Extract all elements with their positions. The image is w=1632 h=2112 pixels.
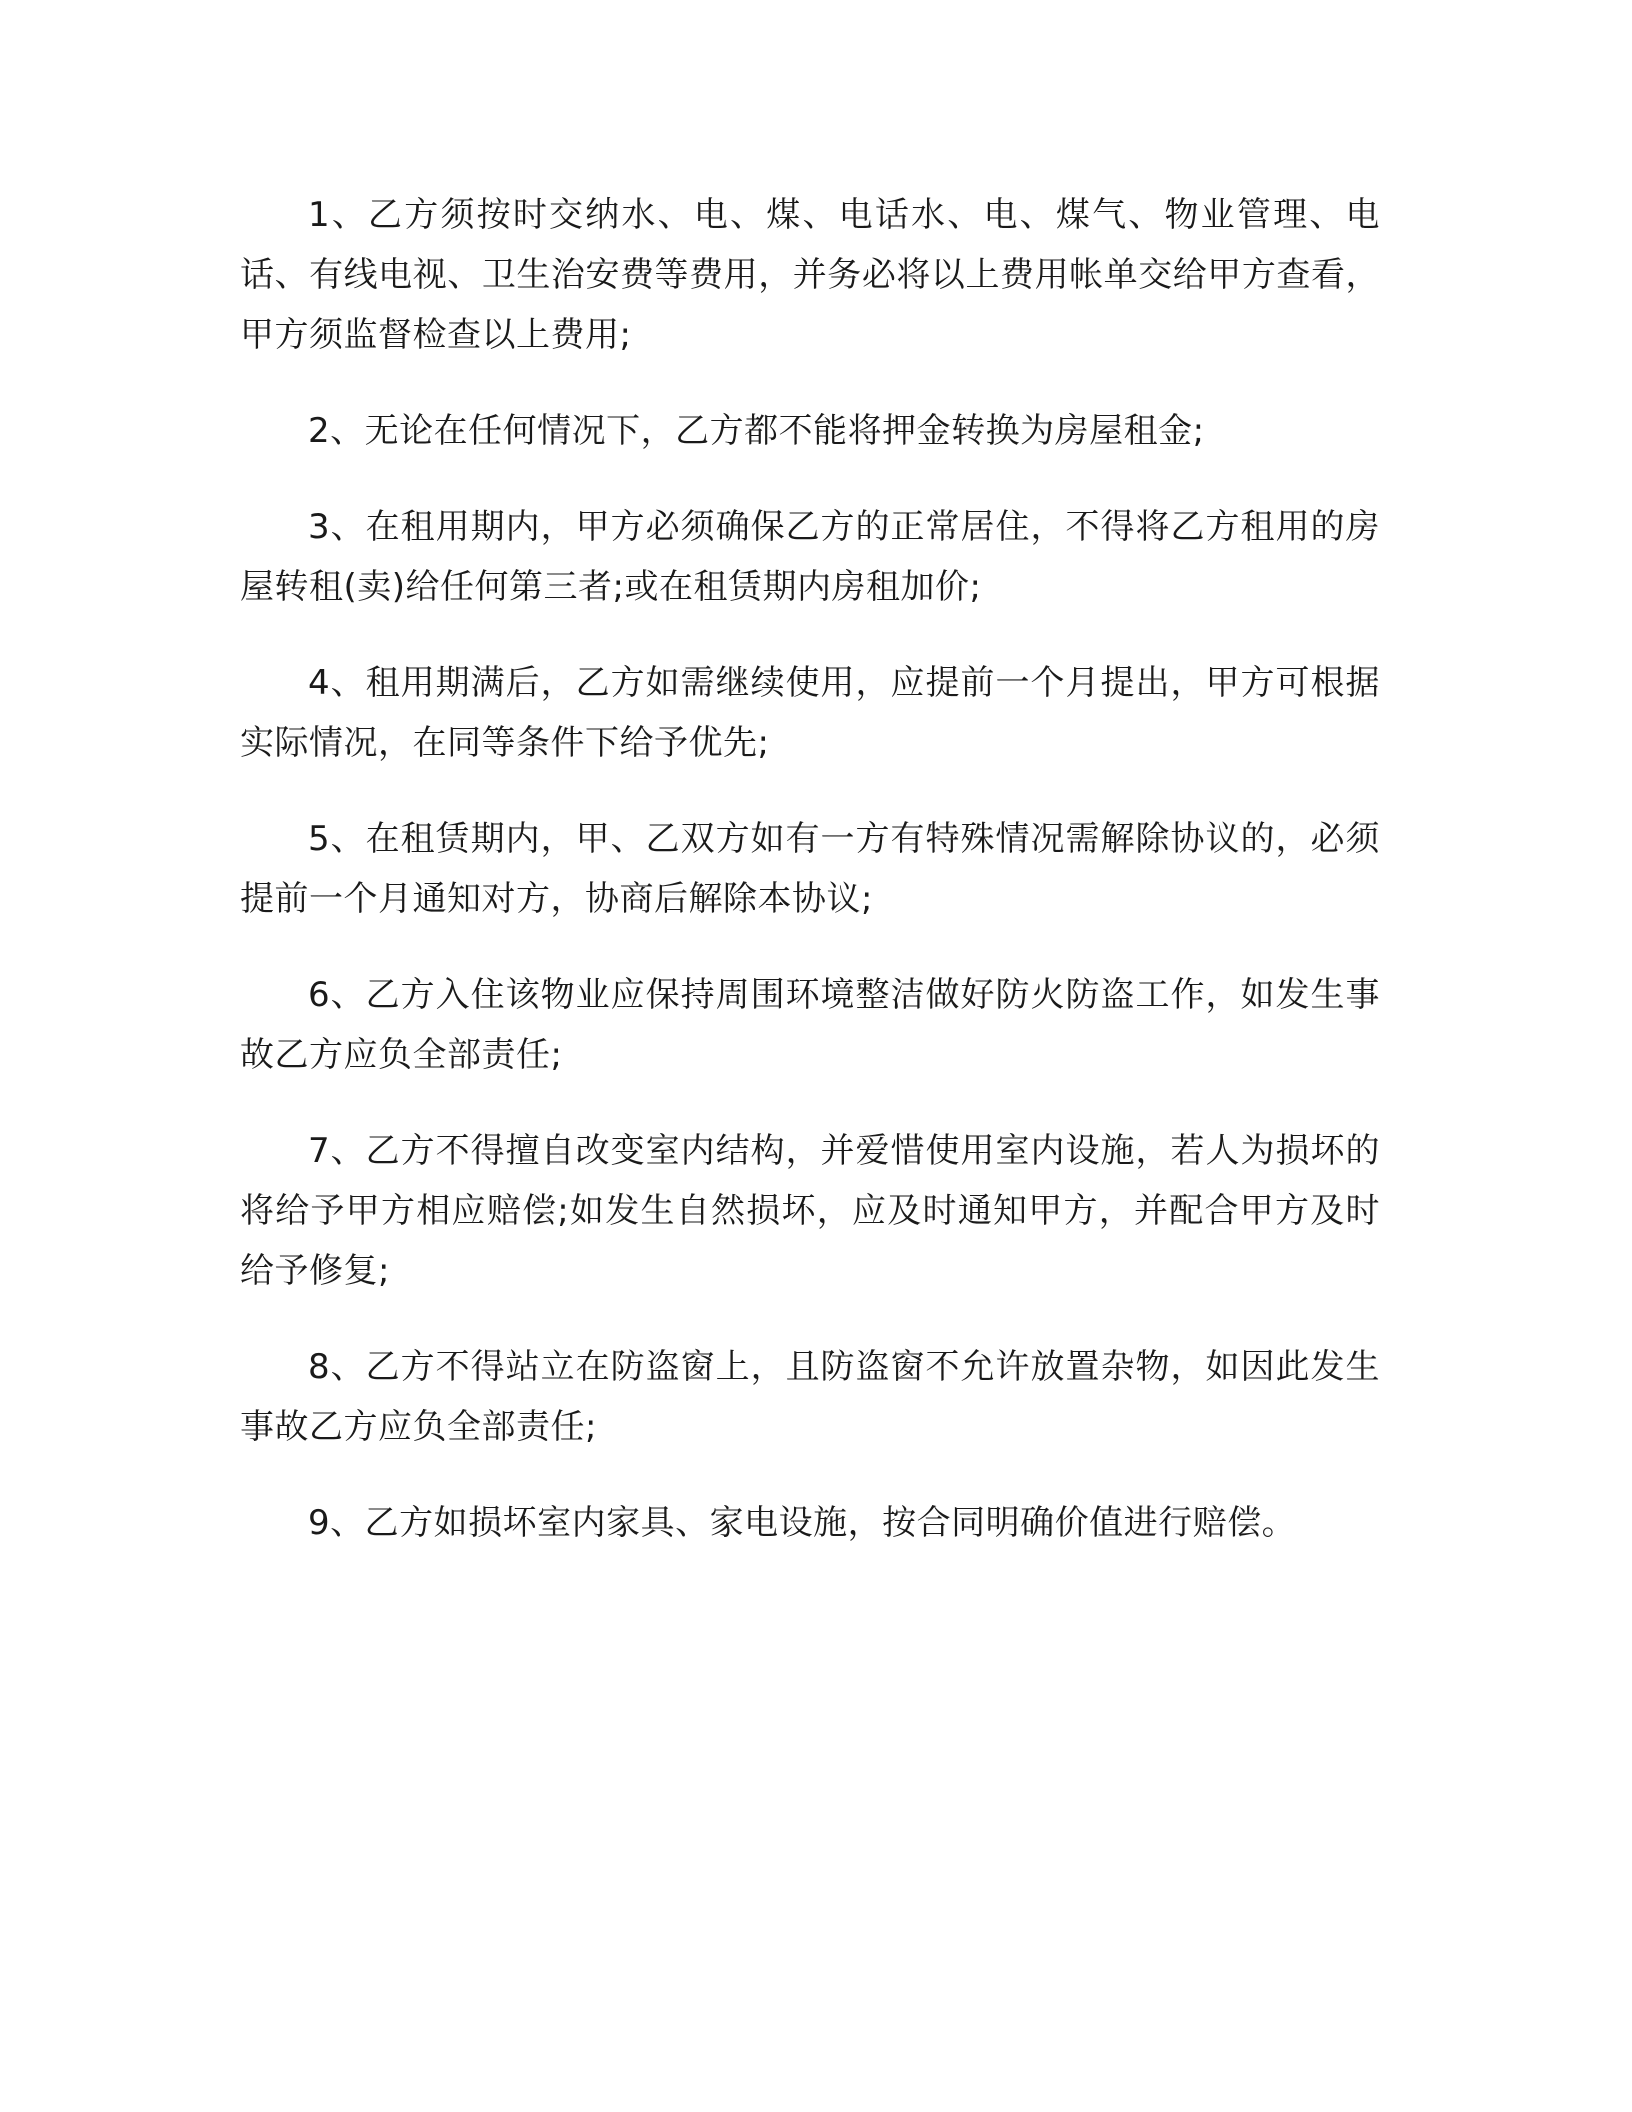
- clause-3: 3、在租用期内，甲方必须确保乙方的正常居住，不得将乙方租用的房屋转租(卖)给任何第三者;或在租赁期内房租加价;: [240, 507, 1380, 607]
- document-body: [240, 185, 1380, 1589]
- clause-1: 1、乙方须按时交纳水、电、煤、电话水、电、煤气、物业管理、电话、有线电视、卫生治安费等费用，并务必将以上费用帐单交给甲方查看，甲方须监督检查以上费用;: [240, 195, 1380, 355]
- clause-5: 5、在租赁期内，甲、乙双方如有一方有特殊情况需解除协议的，必须提前一个月通知对方，协商后解除本协议;: [240, 819, 1380, 919]
- clause-4: 4、租用期满后，乙方如需继续使用，应提前一个月提出，甲方可根据实际情况，在同等条件下给予优先;: [240, 663, 1380, 763]
- clause-9: 9、乙方如损坏室内家具、家电设施，按合同明确价值进行赔偿。: [308, 1503, 1297, 1543]
- clause-2: 2、无论在任何情况下，乙方都不能将押金转换为房屋租金;: [308, 411, 1205, 451]
- clause-7: 7、乙方不得擅自改变室内结构，并爱惜使用室内设施，若人为损坏的将给予甲方相应赔偿;如发生自然损坏，应及时通知甲方，并配合甲方及时给予修复;: [240, 1131, 1380, 1291]
- clause-6: 6、乙方入住该物业应保持周围环境整洁做好防火防盗工作，如发生事故乙方应负全部责任;: [240, 975, 1380, 1075]
- clause-8: 8、乙方不得站立在防盗窗上，且防盗窗不允许放置杂物，如因此发生事故乙方应负全部责任;: [240, 1347, 1380, 1447]
